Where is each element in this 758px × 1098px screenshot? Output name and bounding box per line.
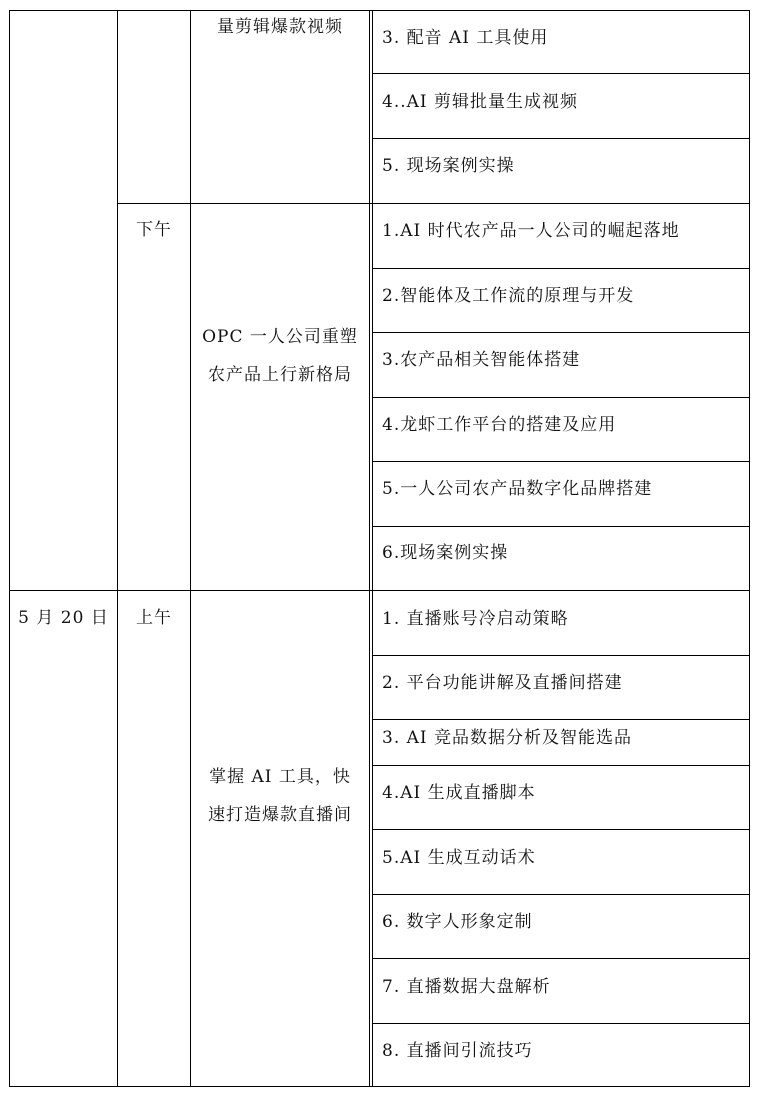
row-separator [372,526,750,527]
row-separator [372,332,750,333]
session-morning: 上午 [136,608,172,628]
topic-line-2: 农产品上行新格局 [208,365,352,385]
list-item: 8. 直播间引流技巧 [382,1041,533,1061]
column-divider-session [190,10,191,1087]
session-separator [117,203,750,204]
list-item: 4.龙虾工作平台的搭建及应用 [382,415,617,435]
column-divider-topic [369,10,370,1087]
list-item: 2.智能体及工作流的原理与开发 [382,286,635,306]
column-divider-topic-inner [372,10,373,1087]
list-item: 5.AI 生成互动话术 [382,848,536,868]
row-separator [372,138,750,139]
session-afternoon: 下午 [136,220,172,240]
list-item: 4.AI 生成直播脚本 [382,783,536,803]
topic-line-1: OPC 一人公司重塑 [202,327,358,347]
date-cell: 5 月 20 日 [18,608,109,628]
row-separator [372,461,750,462]
column-divider-date [117,10,118,1087]
list-item: 3. AI 竞品数据分析及智能选品 [382,728,633,748]
row-separator [372,765,750,766]
list-item: 4..AI 剪辑批量生成视频 [382,92,579,112]
topic-line-1: 掌握 AI 工具，快 [209,767,351,787]
list-item: 5.一人公司农产品数字化品牌搭建 [382,479,653,499]
list-item: 6. 数字人形象定制 [382,912,533,932]
table-border-top [9,10,750,11]
row-separator [372,655,750,656]
row-separator [372,73,750,74]
list-item: 1. 直播账号冷启动策略 [382,609,569,629]
row-separator [372,829,750,830]
row-separator [372,268,750,269]
topic-line-2: 速打造爆款直播间 [208,805,352,825]
list-item: 7. 直播数据大盘解析 [382,977,551,997]
list-item: 3.农产品相关智能体搭建 [382,350,581,370]
row-separator [372,894,750,895]
list-item: 1.AI 时代农产品一人公司的崛起落地 [382,221,680,241]
table-border-right [749,10,750,1087]
row-separator [372,958,750,959]
list-item: 3. 配音 AI 工具使用 [382,28,549,48]
table-border-bottom [9,1086,750,1087]
date-separator [9,590,750,591]
topic-continuation: 量剪辑爆款视频 [217,17,343,37]
list-item: 6.现场案例实操 [382,543,509,563]
row-separator [372,397,750,398]
list-item: 2. 平台功能讲解及直播间搭建 [382,673,623,693]
row-separator [372,1023,750,1024]
row-separator [372,719,750,720]
table-border-left [9,10,10,1087]
list-item: 5. 现场案例实操 [382,156,515,176]
